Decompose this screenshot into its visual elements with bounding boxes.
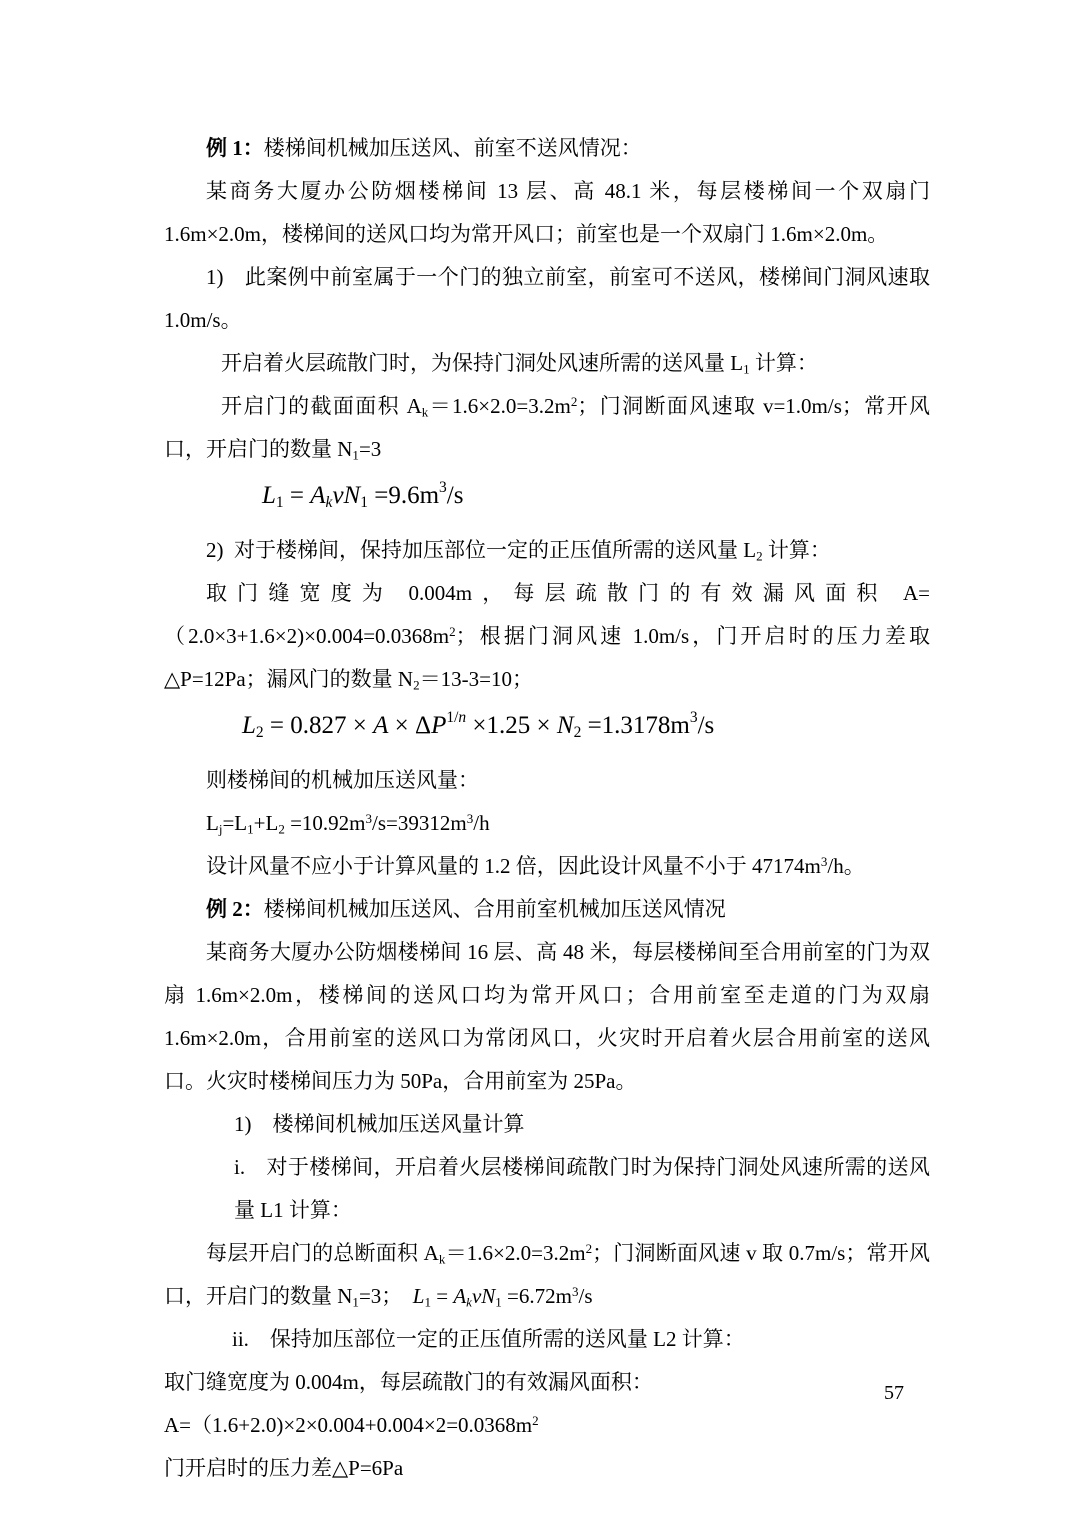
text-run: 某商务大厦办公防烟楼梯间 13 层、高 48.1 米，每层楼梯间一个双扇门 1.6m×2.0m，楼梯间的送风口均为常开风口；前室也是一个双扇门 1.6m×2.0m。 [164, 179, 930, 246]
text-run: i. 对于楼梯间，开启着火层楼梯间疏散门时为保持门洞处风速所需的送风量 L1 计算： [234, 1155, 930, 1222]
text-run: 某商务大厦办公防烟楼梯间 16 层、高 48 米，每层楼梯间至合用前室的门为双扇 1.6m×2.0m，楼梯间的送风口均为常开风口；合用前室至走道的门为双扇 1.6m×2.0m，合用前室的送风口为常闭风口，火灾时开启着火层合用前室的送风口。火灾时楼梯间压力为 50Pa，合用前室为 25Pa。 [164, 940, 930, 1093]
text-run: 1 [247, 821, 254, 837]
text-run: 门开启时的压力差△P=6Pa [164, 1456, 404, 1480]
example1-l2-formula [164, 704, 930, 747]
text-run: 3 [571, 1283, 579, 1299]
example2-title [164, 888, 930, 931]
text-run: ；门洞断面风速 v 取 0.7m/s；常开风口，开启门的数量 N [164, 1241, 930, 1308]
text-run: k [325, 493, 333, 511]
text-run: +L [253, 811, 279, 835]
text-run: 1 [352, 447, 359, 463]
text-run: 楼梯间机械加压送风、合用前室机械加压送风情况 [263, 897, 726, 921]
text-run: vN [332, 482, 361, 509]
text-run: k [421, 404, 429, 420]
example2-step-i [164, 1146, 930, 1232]
text-run: = 0.827 × [263, 712, 374, 739]
text-run: =6.72m [501, 1284, 572, 1308]
text-run: 计算： [749, 351, 818, 375]
text-run: 2 [756, 548, 763, 564]
text-run: 1 [352, 1294, 359, 1310]
text-run: 开启门的截面面积 A [221, 394, 422, 418]
text-run: ＝13-3=10； [419, 667, 533, 691]
text-run: N [556, 712, 574, 739]
text-run: A [310, 482, 326, 509]
example2-item-1 [164, 1103, 930, 1146]
text-run: = [283, 482, 311, 509]
text-run: 1 [360, 493, 368, 511]
example1-item-2 [164, 529, 930, 572]
text-run: 2 [532, 1412, 539, 1428]
text-run: j [218, 821, 223, 837]
text-run: 2) 对于楼梯间，保持加压部位一定的正压值所需的送风量 L [206, 538, 757, 562]
text-run: =9.6m [367, 482, 440, 509]
text-run: A=（1.6+2.0)×2×0.004+0.004×2=0.0368m [164, 1413, 533, 1437]
text-run: 2 [570, 393, 578, 409]
text-run: × Δ [388, 712, 432, 739]
example2-intro [164, 931, 930, 1103]
example1-l1-formula [164, 474, 930, 517]
text-run: 开启着火层疏散门时，为保持门洞处风速所需的送风量 L [221, 351, 744, 375]
text-run: 1/ [446, 709, 459, 727]
text-run: =10.92m [284, 811, 366, 835]
text-run: 2 [413, 677, 420, 693]
text-run: 2 [449, 623, 456, 639]
text-run: 取门缝宽度为 0.004m，每层疏散门的有效漏风面积 A=（2.0×3+1.6×2)×0.004=0.0368m [164, 581, 930, 648]
text-run: 3 [365, 810, 373, 826]
text-run: L [412, 1284, 425, 1308]
text-run: 3 [820, 853, 828, 869]
text-run: 1 [495, 1294, 502, 1310]
example2-pressure-diff [164, 1447, 930, 1490]
text-run: 1 [743, 361, 750, 377]
text-run: 楼梯间机械加压送风、前室不送风情况： [263, 136, 642, 160]
text-run: /s=39312m [372, 811, 467, 835]
text-run: 例 2： [206, 897, 264, 921]
example2-leak-label [164, 1361, 930, 1404]
text-run: /h。 [827, 854, 865, 878]
text-run: ii. 保持加压部位一定的正压值所需的送风量 L2 计算： [232, 1327, 745, 1351]
page-number: 57 [884, 1382, 904, 1404]
example2-step-ii [164, 1318, 930, 1361]
text-run: 设计风量不应小于计算风量的 1.2 倍，因此设计风量不小于 47174m [206, 854, 821, 878]
text-run: L [206, 811, 219, 835]
text-run: 2 [255, 723, 264, 741]
text-run: 计算： [762, 538, 831, 562]
document-content [164, 127, 930, 1490]
text-run: ＝1.6×2.0=3.2m [428, 394, 571, 418]
text-run: P [431, 712, 447, 739]
text-run: /s [578, 1284, 593, 1308]
text-run: n [458, 709, 467, 727]
text-run: 1 [275, 493, 284, 511]
text-run: vN [471, 1284, 496, 1308]
text-run: =3 [358, 437, 382, 461]
text-run: 1) 楼梯间机械加压送风量计算 [234, 1112, 525, 1136]
text-run: =L [222, 811, 248, 835]
text-run: 1) 此案例中前室属于一个门的独立前室，前室可不送风，楼梯间门洞风速取 1.0m/s。 [164, 265, 930, 332]
example1-title [164, 127, 930, 170]
text-run: A [373, 712, 389, 739]
text-run: k [438, 1251, 446, 1267]
text-run: 2 [585, 1240, 593, 1256]
example1-l1-parameters [164, 385, 930, 471]
example2-l1-parameters [164, 1232, 930, 1318]
text-run: 2 [278, 821, 285, 837]
example1-l2-parameters [164, 572, 930, 701]
text-run: 3 [466, 810, 474, 826]
example1-design-flow [164, 845, 930, 888]
text-run: /s [446, 482, 464, 509]
text-run: ＝1.6×2.0=3.2m [445, 1241, 586, 1265]
text-run: 3 [439, 479, 447, 497]
example1-total-value [164, 802, 930, 845]
text-run: /s [697, 712, 715, 739]
text-run: L [242, 712, 256, 739]
text-run: =1.3178m [581, 712, 690, 739]
text-run: 则楼梯间的机械加压送风量： [206, 768, 479, 792]
text-run: 例 1： [206, 136, 264, 160]
example1-total-label [164, 759, 930, 802]
text-run: 1 [424, 1294, 431, 1310]
text-run: /h [473, 811, 490, 835]
text-run: L [262, 482, 276, 509]
text-run: ×1.25 × [466, 712, 557, 739]
text-run: 3 [689, 709, 698, 727]
text-run: 2 [573, 723, 582, 741]
example1-item-1 [164, 256, 930, 342]
text-run: =3； [358, 1284, 413, 1308]
text-run: A [453, 1284, 467, 1308]
text-run: 取门缝宽度为 0.004m，每层疏散门的有效漏风面积： [164, 1370, 653, 1394]
example1-intro [164, 170, 930, 256]
text-run: k [466, 1294, 472, 1310]
example1-l1-description [164, 342, 930, 385]
text-run: = [430, 1284, 454, 1308]
example2-leak-area [164, 1404, 930, 1447]
text-run: ；门洞断面风速取 v=1.0m/s；常开风口，开启门的数量 N [164, 394, 931, 461]
text-run: ；根据门洞风速 1.0m/s，门开启时的压力差取△P=12Pa；漏风门的数量 N [164, 624, 931, 691]
text-run: 每层开启门的总断面积 A [206, 1241, 439, 1265]
